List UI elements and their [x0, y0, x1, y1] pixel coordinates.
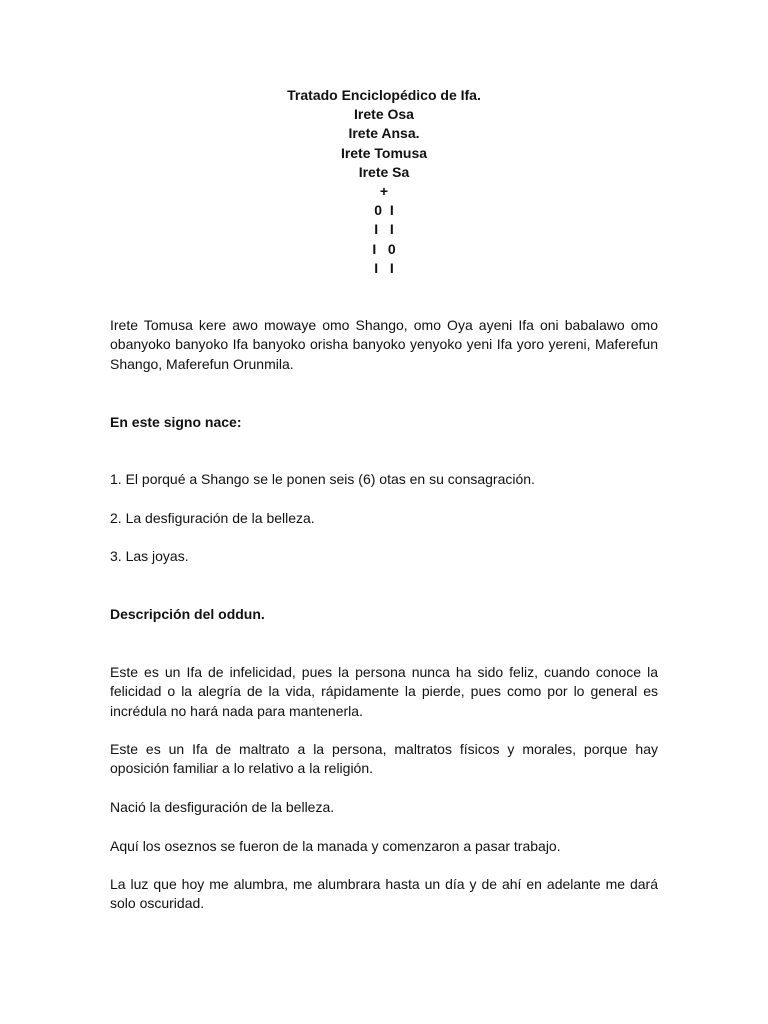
description-paragraph-5: La luz que hoy me alumbra, me alumbrara hasta un día y de ahí en adelante me dará solo oscuridad.: [110, 876, 658, 912]
list-item: 2. La desfiguración de la belleza.: [110, 510, 315, 526]
list-item: 3. Las joyas.: [110, 548, 189, 564]
intro-paragraph: Irete Tomusa kere awo mowaye omo Shango, omo Oya ayeni Ifa oni babalawo omo obanyoko banyoko Ifa banyoko orisha banyoko yenyoko yeni Ifa yoro yereni, Maferefun Shango, Maferefun Orunmila.: [110, 317, 658, 372]
signature-row-3: I 0: [372, 240, 396, 257]
header-line-irete-sa: Irete Sa: [358, 163, 410, 180]
description-paragraph-1: Este es un Ifa de infelicidad, pues la persona nunca ha sido feliz, cuando conoce la felicidad o la alegría de la vida, rápidamente la pierde, pues como por lo general es incrédula no hará nada para mantenerla.: [110, 664, 658, 719]
signature-row-2: I I: [374, 221, 394, 238]
description-paragraph-4: Aquí los oseznos se fueron de la manada y comenzaron a pasar trabajo.: [110, 838, 561, 854]
signature-plus: +: [379, 183, 389, 200]
signature-row-1: 0 I: [374, 202, 394, 219]
header-line-irete-osa: Irete Osa: [354, 106, 414, 123]
description-paragraph-2: Este es un Ifa de maltrato a la persona, maltratos físicos y morales, porque hay oposición familiar a lo relativo a la religión.: [110, 741, 658, 777]
document-header: [0, 86, 768, 278]
description-paragraph-3: Nació la desfiguración de la belleza.: [110, 799, 335, 815]
list-item: 1. El porqué a Shango se le ponen seis (6) otas en su consagración.: [110, 471, 535, 487]
section-heading-nace: En este signo nace:: [110, 414, 242, 430]
section-heading-descripcion: Descripción del oddun.: [110, 606, 265, 622]
document-title: Tratado Enciclopédico de Ifa.: [287, 87, 481, 103]
header-line-irete-tomusa: Irete Tomusa: [340, 144, 428, 161]
signature-row-4: I I: [374, 259, 394, 276]
header-line-irete-ansa: Irete Ansa.: [348, 125, 420, 142]
